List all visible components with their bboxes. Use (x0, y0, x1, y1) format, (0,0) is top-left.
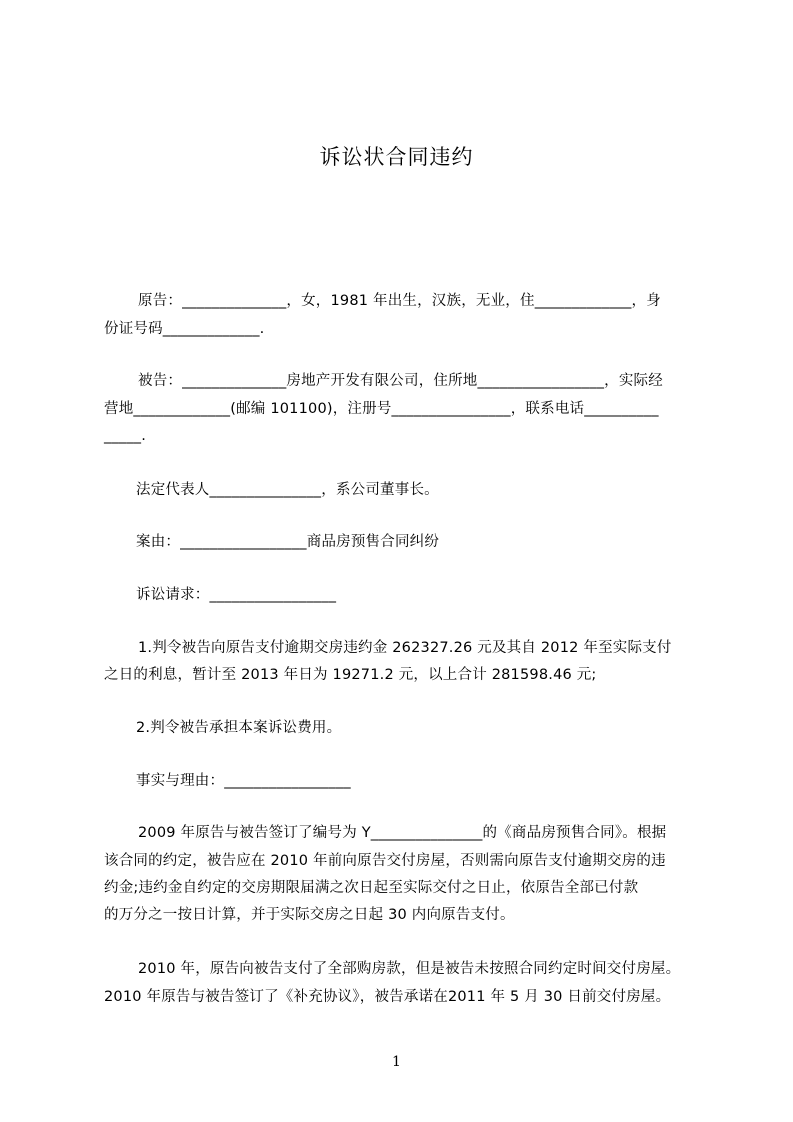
claim-1-line-2: 之日的利息，暂计至 2013 年日为 19271.2 元，以上合计 281598.46 元; (104, 667, 597, 683)
defendant-line-1: 被告：______________房地产开发有限公司，住所地_________________，实际经 (138, 373, 663, 389)
defendant-line-2: 营地_____________(邮编 101100)，注册号________________，联系电话__________ (104, 401, 659, 417)
plaintiff-line-1: 原告：______________，女，1981 年出生，汉族，无业，住_____________，身 (138, 293, 661, 309)
claim-1-line-1: 1.判令被告向原告支付逾期交房违约金 262327.26 元及其自 2012 年至实际支付 (138, 640, 672, 656)
defendant-line-3: _____. (104, 428, 147, 444)
plaintiff-line-2: 份证号码_____________. (104, 321, 265, 337)
page-number: 1 (392, 1054, 401, 1070)
facts-para-1-line-4: 的万分之一按日计算，并于实际交房之日起 30 内向原告支付。 (104, 907, 515, 923)
legal-representative-line: 法定代表人_______________，系公司董事长。 (136, 482, 439, 498)
document-title: 诉讼状合同违约 (319, 145, 474, 169)
case-cause-line: 案由：_________________商品房预售合同纠纷 (136, 534, 440, 550)
facts-para-2-line-2: 2010 年原告与被告签订了《补充协议》，被告承诺在2011 年 5 月 30 日前交付房屋。 (104, 989, 671, 1005)
facts-para-2-line-1: 2010 年，原告向被告支付了全部购房款，但是被告未按照合同约定时间交付房屋。 (138, 961, 681, 977)
claims-heading: 诉讼请求：_________________ (136, 587, 337, 603)
claim-2-line: 2.判令被告承担本案诉讼费用。 (136, 720, 342, 736)
facts-para-1-line-2: 该合同的约定，被告应在 2010 年前向原告交付房屋，否则需向原告支付逾期交房的违 (104, 853, 666, 869)
facts-para-1-line-3: 约金;违约金自约定的交房期限届满之次日起至实际交付之日止，依原告全部已付款 (104, 880, 639, 896)
facts-para-1-line-1: 2009 年原告与被告签订了编号为 Y_______________的《商品房预售合同》。根据 (138, 825, 667, 841)
facts-heading: 事实与理由：_________________ (136, 773, 351, 789)
